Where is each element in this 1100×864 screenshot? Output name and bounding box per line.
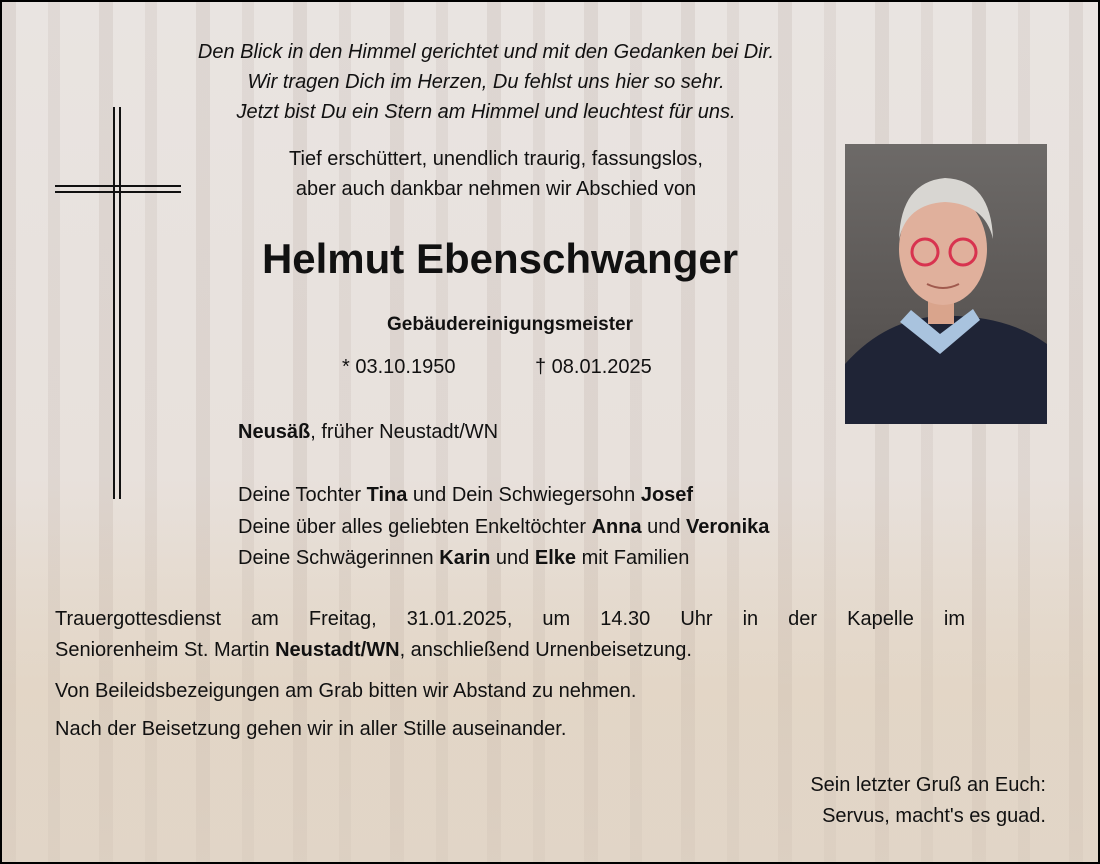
birth-date: * 03.10.1950 [342,356,456,378]
residence-former: , früher Neustadt/WN [310,421,499,443]
portrait-photo [845,144,1047,424]
obituary-notice [2,2,1098,862]
verse-line: Den Blick in den Himmel gerichtet und mit den Gedanken bei Dir. [197,41,775,63]
farewell-line: Servus, macht's es guad. [822,805,1046,827]
family-line: Deine Schwägerinnen Karin und Elke mit Familien [238,547,690,569]
intro-line: Tief erschüttert, unendlich traurig, fassungslos, [289,148,703,170]
residence-place: Neusäß [238,421,311,443]
verse-line: Wir tragen Dich im Herzen, Du fehlst uns hier so sehr. [247,71,725,93]
residence [238,420,498,444]
death-date: † 08.01.2025 [535,356,652,378]
family-line: Deine Tochter Tina und Dein Schwiegersohn Josef [238,484,694,506]
intro-line: aber auch dankbar nehmen wir Abschied von [295,178,697,200]
verse-line: Jetzt bist Du ein Stern am Himmel und leuchtest für uns. [236,101,736,123]
farewell-line: Sein letzter Gruß an Euch: [810,774,1046,796]
service-line: Trauergottesdienst am Freitag, 31.01.2025, um 14.30 Uhr in der Kapelle im [55,608,965,630]
family-line: Deine über alles geliebten Enkeltöchter Anna und Veronika [238,516,770,538]
deceased-name: Helmut Ebenschwanger [261,235,739,282]
note-line: Nach der Beisetzung gehen wir in aller Stille auseinander. [55,718,567,740]
note-line: Von Beileidsbezeigungen am Grab bitten wir Abstand zu nehmen. [55,680,637,702]
service-line: Seniorenheim St. Martin Neustadt/WN, anschließend Urnenbeisetzung. [55,639,692,661]
profession: Gebäudereinigungsmeister [386,314,634,335]
